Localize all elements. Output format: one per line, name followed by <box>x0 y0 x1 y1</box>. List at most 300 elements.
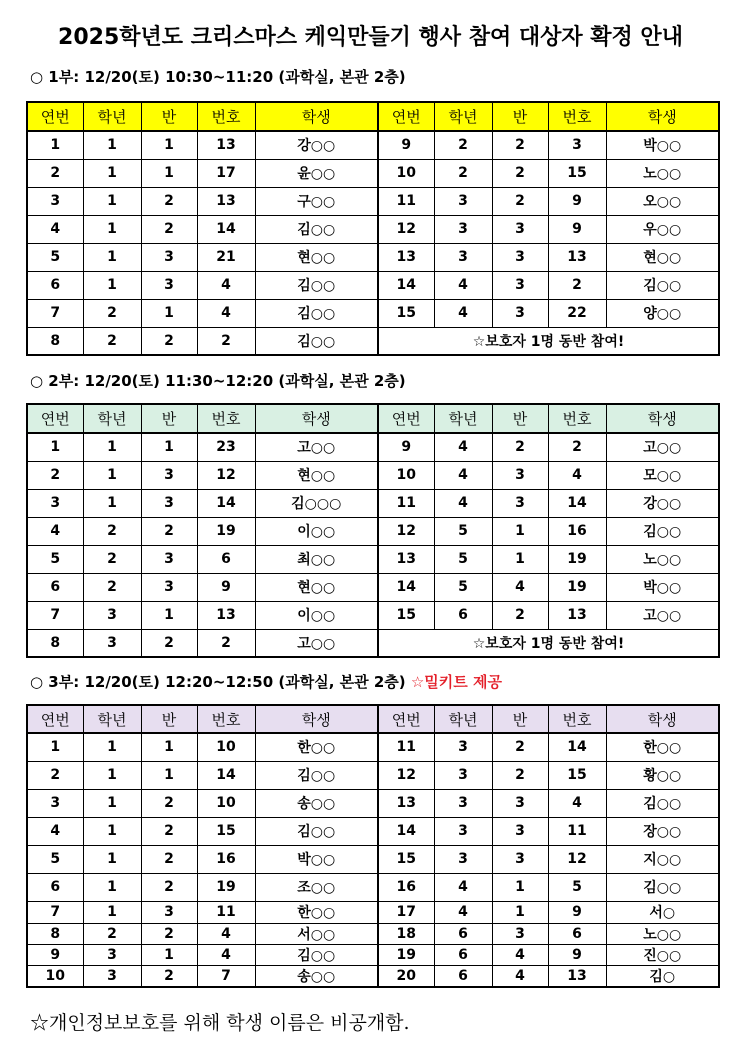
cell-number: 22 <box>548 299 606 327</box>
cell-grade: 5 <box>434 573 492 601</box>
cell-class: 3 <box>141 461 197 489</box>
cell-class: 1 <box>492 901 548 923</box>
session3-table <box>26 704 720 988</box>
cell-number: 13 <box>197 187 255 215</box>
cell-class: 2 <box>141 187 197 215</box>
cell-number: 2 <box>197 629 255 657</box>
table-row <box>27 461 719 489</box>
cell-number: 21 <box>197 243 255 271</box>
cell-number: 14 <box>197 489 255 517</box>
cell-class: 1 <box>141 159 197 187</box>
cell-student: 최○○ <box>255 545 378 573</box>
cell-student: 서○ <box>606 901 719 923</box>
cell-class: 2 <box>492 159 548 187</box>
cell-class: 3 <box>141 545 197 573</box>
cell-index: 9 <box>27 944 83 965</box>
cell-number: 13 <box>548 243 606 271</box>
cell-class: 1 <box>492 545 548 573</box>
cell-number: 3 <box>548 131 606 159</box>
cell-class: 1 <box>492 517 548 545</box>
session2-heading <box>30 370 406 391</box>
cell-student: 강○○ <box>606 489 719 517</box>
cell-student: 양○○ <box>606 299 719 327</box>
cell-class: 2 <box>141 845 197 873</box>
cell-class: 2 <box>141 873 197 901</box>
cell-index: 1 <box>27 433 83 461</box>
cell-index: 9 <box>378 131 434 159</box>
cell-grade: 1 <box>83 461 141 489</box>
column-header-number: 번호 <box>197 102 255 131</box>
cell-student: 조○○ <box>255 873 378 901</box>
cell-student: 고○○ <box>606 433 719 461</box>
cell-grade: 2 <box>83 923 141 944</box>
cell-grade: 3 <box>83 629 141 657</box>
cell-grade: 1 <box>83 187 141 215</box>
cell-class: 2 <box>141 327 197 355</box>
column-header-grade: 학년 <box>83 705 141 733</box>
cell-grade: 3 <box>83 965 141 987</box>
session3-label: ○ 3부: 12/20(토) 12:20~12:50 (과학실, 본관 2층) <box>30 673 411 691</box>
column-header-student: 학생 <box>606 404 719 433</box>
cell-student: 우○○ <box>606 215 719 243</box>
cell-grade: 2 <box>83 327 141 355</box>
column-header-student: 학생 <box>255 404 378 433</box>
table-row <box>27 215 719 243</box>
cell-index: 8 <box>27 923 83 944</box>
cell-grade: 2 <box>83 545 141 573</box>
column-header-index: 연번 <box>27 404 83 433</box>
cell-number: 6 <box>197 545 255 573</box>
column-header-student: 학생 <box>255 705 378 733</box>
cell-number: 6 <box>548 923 606 944</box>
cell-class: 1 <box>141 761 197 789</box>
cell-student: 김○○ <box>255 215 378 243</box>
cell-grade: 3 <box>83 944 141 965</box>
cell-class: 3 <box>141 243 197 271</box>
cell-class: 1 <box>141 601 197 629</box>
column-header-grade: 학년 <box>434 404 492 433</box>
cell-grade: 3 <box>434 789 492 817</box>
cell-class: 2 <box>141 789 197 817</box>
cell-number: 9 <box>548 901 606 923</box>
cell-grade: 6 <box>434 944 492 965</box>
cell-index: 16 <box>378 873 434 901</box>
cell-number: 15 <box>197 817 255 845</box>
cell-student: 구○○ <box>255 187 378 215</box>
cell-index: 6 <box>27 573 83 601</box>
cell-student: 모○○ <box>606 461 719 489</box>
guardian-note: ☆보호자 1명 동반 참여! <box>378 629 719 657</box>
table-row <box>27 965 719 987</box>
cell-student: 노○○ <box>606 545 719 573</box>
cell-student: 한○○ <box>255 733 378 761</box>
table-row <box>27 901 719 923</box>
cell-class: 3 <box>492 215 548 243</box>
cell-student: 송○○ <box>255 789 378 817</box>
cell-class: 2 <box>492 433 548 461</box>
cell-index: 10 <box>378 159 434 187</box>
cell-class: 2 <box>141 629 197 657</box>
session3-heading <box>30 671 502 692</box>
cell-class: 3 <box>141 901 197 923</box>
cell-student: 윤○○ <box>255 159 378 187</box>
cell-class: 1 <box>141 944 197 965</box>
cell-grade: 6 <box>434 601 492 629</box>
cell-class: 3 <box>141 271 197 299</box>
cell-index: 7 <box>27 901 83 923</box>
cell-number: 14 <box>548 489 606 517</box>
cell-index: 2 <box>27 159 83 187</box>
session2-table <box>26 403 720 658</box>
column-header-index: 연번 <box>378 102 434 131</box>
cell-class: 2 <box>492 187 548 215</box>
cell-index: 17 <box>378 901 434 923</box>
cell-index: 5 <box>27 545 83 573</box>
cell-student: 고○○ <box>606 601 719 629</box>
table-row <box>27 271 719 299</box>
cell-index: 13 <box>378 789 434 817</box>
cell-class: 4 <box>492 573 548 601</box>
cell-number: 13 <box>197 601 255 629</box>
cell-grade: 3 <box>434 761 492 789</box>
cell-class: 2 <box>141 923 197 944</box>
cell-index: 6 <box>27 873 83 901</box>
cell-class: 3 <box>492 817 548 845</box>
cell-grade: 4 <box>434 461 492 489</box>
session2-label: ○ 2부: 12/20(토) 11:30~12:20 (과학실, 본관 2층) <box>30 372 406 390</box>
table-row <box>27 299 719 327</box>
cell-class: 3 <box>492 461 548 489</box>
column-header-number: 번호 <box>548 102 606 131</box>
cell-student: 현○○ <box>606 243 719 271</box>
cell-student: 노○○ <box>606 159 719 187</box>
column-header-class: 반 <box>492 102 548 131</box>
cell-grade: 3 <box>434 817 492 845</box>
cell-class: 1 <box>141 299 197 327</box>
cell-number: 16 <box>548 517 606 545</box>
cell-grade: 1 <box>83 873 141 901</box>
cell-index: 3 <box>27 187 83 215</box>
privacy-footer: ☆개인정보보호를 위해 학생 이름은 비공개함. <box>30 1012 410 1034</box>
column-header-number: 번호 <box>197 705 255 733</box>
cell-student: 김○○ <box>255 944 378 965</box>
cell-index: 4 <box>27 817 83 845</box>
cell-index: 4 <box>27 215 83 243</box>
cell-grade: 6 <box>434 965 492 987</box>
cell-index: 7 <box>27 601 83 629</box>
table-row <box>27 601 719 629</box>
cell-grade: 3 <box>434 845 492 873</box>
cell-number: 17 <box>197 159 255 187</box>
column-header-student: 학생 <box>255 102 378 131</box>
cell-number: 4 <box>197 271 255 299</box>
cell-student: 장○○ <box>606 817 719 845</box>
cell-number: 4 <box>197 299 255 327</box>
mealkit-note: ☆밀키트 제공 <box>410 673 502 691</box>
cell-index: 12 <box>378 517 434 545</box>
cell-number: 2 <box>548 271 606 299</box>
cell-grade: 4 <box>434 271 492 299</box>
cell-index: 13 <box>378 545 434 573</box>
cell-class: 2 <box>141 965 197 987</box>
cell-class: 3 <box>141 489 197 517</box>
cell-student: 현○○ <box>255 243 378 271</box>
cell-class: 3 <box>141 573 197 601</box>
cell-student: 고○○ <box>255 629 378 657</box>
cell-number: 19 <box>197 873 255 901</box>
table-row <box>27 629 719 657</box>
cell-student: 김○○○ <box>255 489 378 517</box>
cell-grade: 1 <box>83 901 141 923</box>
cell-grade: 6 <box>434 923 492 944</box>
column-header-index: 연번 <box>27 102 83 131</box>
cell-index: 10 <box>27 965 83 987</box>
cell-grade: 4 <box>434 873 492 901</box>
cell-class: 1 <box>141 733 197 761</box>
cell-index: 5 <box>27 845 83 873</box>
cell-grade: 4 <box>434 901 492 923</box>
cell-grade: 1 <box>83 789 141 817</box>
cell-number: 19 <box>197 517 255 545</box>
cell-index: 19 <box>378 944 434 965</box>
cell-index: 13 <box>378 243 434 271</box>
cell-student: 김○○ <box>255 271 378 299</box>
table-row <box>27 159 719 187</box>
cell-grade: 5 <box>434 517 492 545</box>
cell-index: 14 <box>378 817 434 845</box>
cell-index: 8 <box>27 629 83 657</box>
cell-index: 15 <box>378 845 434 873</box>
cell-student: 노○○ <box>606 923 719 944</box>
cell-index: 2 <box>27 761 83 789</box>
guardian-note: ☆보호자 1명 동반 참여! <box>378 327 719 355</box>
cell-class: 2 <box>141 817 197 845</box>
cell-class: 2 <box>492 761 548 789</box>
cell-student: 박○○ <box>606 131 719 159</box>
cell-class: 2 <box>492 601 548 629</box>
cell-index: 2 <box>27 461 83 489</box>
table-row <box>27 923 719 944</box>
cell-index: 3 <box>27 489 83 517</box>
cell-student: 서○○ <box>255 923 378 944</box>
cell-student: 김○○ <box>606 789 719 817</box>
column-header-class: 반 <box>141 705 197 733</box>
cell-grade: 4 <box>434 433 492 461</box>
table-row <box>27 131 719 159</box>
cell-number: 11 <box>548 817 606 845</box>
cell-grade: 1 <box>83 489 141 517</box>
table-row <box>27 517 719 545</box>
cell-class: 3 <box>492 243 548 271</box>
column-header-index: 연번 <box>378 404 434 433</box>
cell-number: 4 <box>548 789 606 817</box>
table-row <box>27 873 719 901</box>
cell-number: 9 <box>548 944 606 965</box>
cell-number: 15 <box>548 159 606 187</box>
column-header-class: 반 <box>492 404 548 433</box>
column-header-number: 번호 <box>548 705 606 733</box>
cell-number: 9 <box>548 187 606 215</box>
cell-grade: 3 <box>83 601 141 629</box>
cell-grade: 1 <box>83 215 141 243</box>
cell-index: 3 <box>27 789 83 817</box>
cell-student: 황○○ <box>606 761 719 789</box>
column-header-grade: 학년 <box>434 102 492 131</box>
cell-index: 10 <box>378 461 434 489</box>
table-row <box>27 243 719 271</box>
cell-index: 1 <box>27 131 83 159</box>
cell-number: 15 <box>548 761 606 789</box>
cell-grade: 2 <box>434 131 492 159</box>
cell-class: 2 <box>492 131 548 159</box>
column-header-student: 학생 <box>606 102 719 131</box>
table-row <box>27 761 719 789</box>
cell-number: 13 <box>548 601 606 629</box>
cell-class: 3 <box>492 789 548 817</box>
table-row <box>27 733 719 761</box>
cell-student: 한○○ <box>606 733 719 761</box>
cell-index: 14 <box>378 271 434 299</box>
cell-class: 3 <box>492 299 548 327</box>
table-row <box>27 845 719 873</box>
cell-number: 14 <box>197 215 255 243</box>
cell-index: 6 <box>27 271 83 299</box>
cell-number: 14 <box>548 733 606 761</box>
cell-student: 김○○ <box>255 299 378 327</box>
table-row <box>27 327 719 355</box>
cell-grade: 1 <box>83 845 141 873</box>
cell-grade: 3 <box>434 733 492 761</box>
cell-index: 18 <box>378 923 434 944</box>
cell-grade: 2 <box>83 573 141 601</box>
cell-student: 송○○ <box>255 965 378 987</box>
cell-number: 13 <box>548 965 606 987</box>
cell-grade: 3 <box>434 243 492 271</box>
cell-grade: 1 <box>83 271 141 299</box>
cell-index: 4 <box>27 517 83 545</box>
cell-number: 16 <box>197 845 255 873</box>
cell-student: 현○○ <box>255 573 378 601</box>
table-row <box>27 545 719 573</box>
cell-number: 11 <box>197 901 255 923</box>
cell-student: 김○○ <box>606 517 719 545</box>
cell-grade: 3 <box>434 187 492 215</box>
cell-index: 15 <box>378 601 434 629</box>
cell-index: 12 <box>378 761 434 789</box>
cell-student: 이○○ <box>255 517 378 545</box>
cell-student: 진○○ <box>606 944 719 965</box>
cell-number: 19 <box>548 545 606 573</box>
cell-number: 13 <box>197 131 255 159</box>
cell-class: 2 <box>492 733 548 761</box>
cell-student: 오○○ <box>606 187 719 215</box>
cell-student: 지○○ <box>606 845 719 873</box>
cell-student: 현○○ <box>255 461 378 489</box>
cell-number: 2 <box>197 327 255 355</box>
column-header-class: 반 <box>141 102 197 131</box>
cell-index: 11 <box>378 733 434 761</box>
page-title: 2025학년도 크리스마스 케익만들기 행사 참여 대상자 확정 안내 <box>58 25 683 50</box>
header-row <box>27 102 719 131</box>
column-header-grade: 학년 <box>83 102 141 131</box>
cell-index: 11 <box>378 489 434 517</box>
cell-class: 2 <box>141 517 197 545</box>
table-row <box>27 187 719 215</box>
session1-table <box>26 101 720 356</box>
table-row <box>27 573 719 601</box>
cell-class: 3 <box>492 845 548 873</box>
cell-index: 1 <box>27 733 83 761</box>
cell-grade: 1 <box>83 159 141 187</box>
column-header-index: 연번 <box>27 705 83 733</box>
cell-number: 23 <box>197 433 255 461</box>
cell-student: 김○○ <box>255 817 378 845</box>
column-header-grade: 학년 <box>83 404 141 433</box>
cell-number: 4 <box>548 461 606 489</box>
cell-class: 4 <box>492 944 548 965</box>
cell-number: 10 <box>197 789 255 817</box>
column-header-class: 반 <box>141 404 197 433</box>
cell-grade: 1 <box>83 243 141 271</box>
header-row <box>27 404 719 433</box>
session1-heading <box>30 66 406 87</box>
column-header-class: 반 <box>492 705 548 733</box>
column-header-index: 연번 <box>378 705 434 733</box>
cell-grade: 1 <box>83 761 141 789</box>
cell-class: 3 <box>492 489 548 517</box>
cell-number: 4 <box>197 923 255 944</box>
table-row <box>27 489 719 517</box>
cell-number: 10 <box>197 733 255 761</box>
cell-grade: 4 <box>434 489 492 517</box>
cell-index: 9 <box>378 433 434 461</box>
cell-class: 1 <box>492 873 548 901</box>
column-header-number: 번호 <box>197 404 255 433</box>
cell-index: 8 <box>27 327 83 355</box>
cell-number: 14 <box>197 761 255 789</box>
cell-index: 12 <box>378 215 434 243</box>
cell-grade: 5 <box>434 545 492 573</box>
cell-student: 김○○ <box>606 873 719 901</box>
column-header-student: 학생 <box>606 705 719 733</box>
cell-grade: 1 <box>83 733 141 761</box>
cell-student: 김○○ <box>255 761 378 789</box>
cell-class: 1 <box>141 433 197 461</box>
cell-class: 4 <box>492 965 548 987</box>
cell-number: 4 <box>197 944 255 965</box>
cell-student: 한○○ <box>255 901 378 923</box>
column-header-grade: 학년 <box>434 705 492 733</box>
cell-grade: 3 <box>434 215 492 243</box>
cell-index: 11 <box>378 187 434 215</box>
cell-student: 박○○ <box>606 573 719 601</box>
cell-grade: 1 <box>83 817 141 845</box>
header-row <box>27 705 719 733</box>
cell-class: 3 <box>492 923 548 944</box>
table-row <box>27 817 719 845</box>
cell-grade: 2 <box>83 299 141 327</box>
cell-number: 9 <box>548 215 606 243</box>
table-row <box>27 944 719 965</box>
cell-class: 2 <box>141 215 197 243</box>
cell-class: 1 <box>141 131 197 159</box>
cell-student: 박○○ <box>255 845 378 873</box>
cell-number: 12 <box>197 461 255 489</box>
cell-index: 7 <box>27 299 83 327</box>
cell-grade: 4 <box>434 299 492 327</box>
cell-student: 이○○ <box>255 601 378 629</box>
cell-student: 김○○ <box>606 271 719 299</box>
